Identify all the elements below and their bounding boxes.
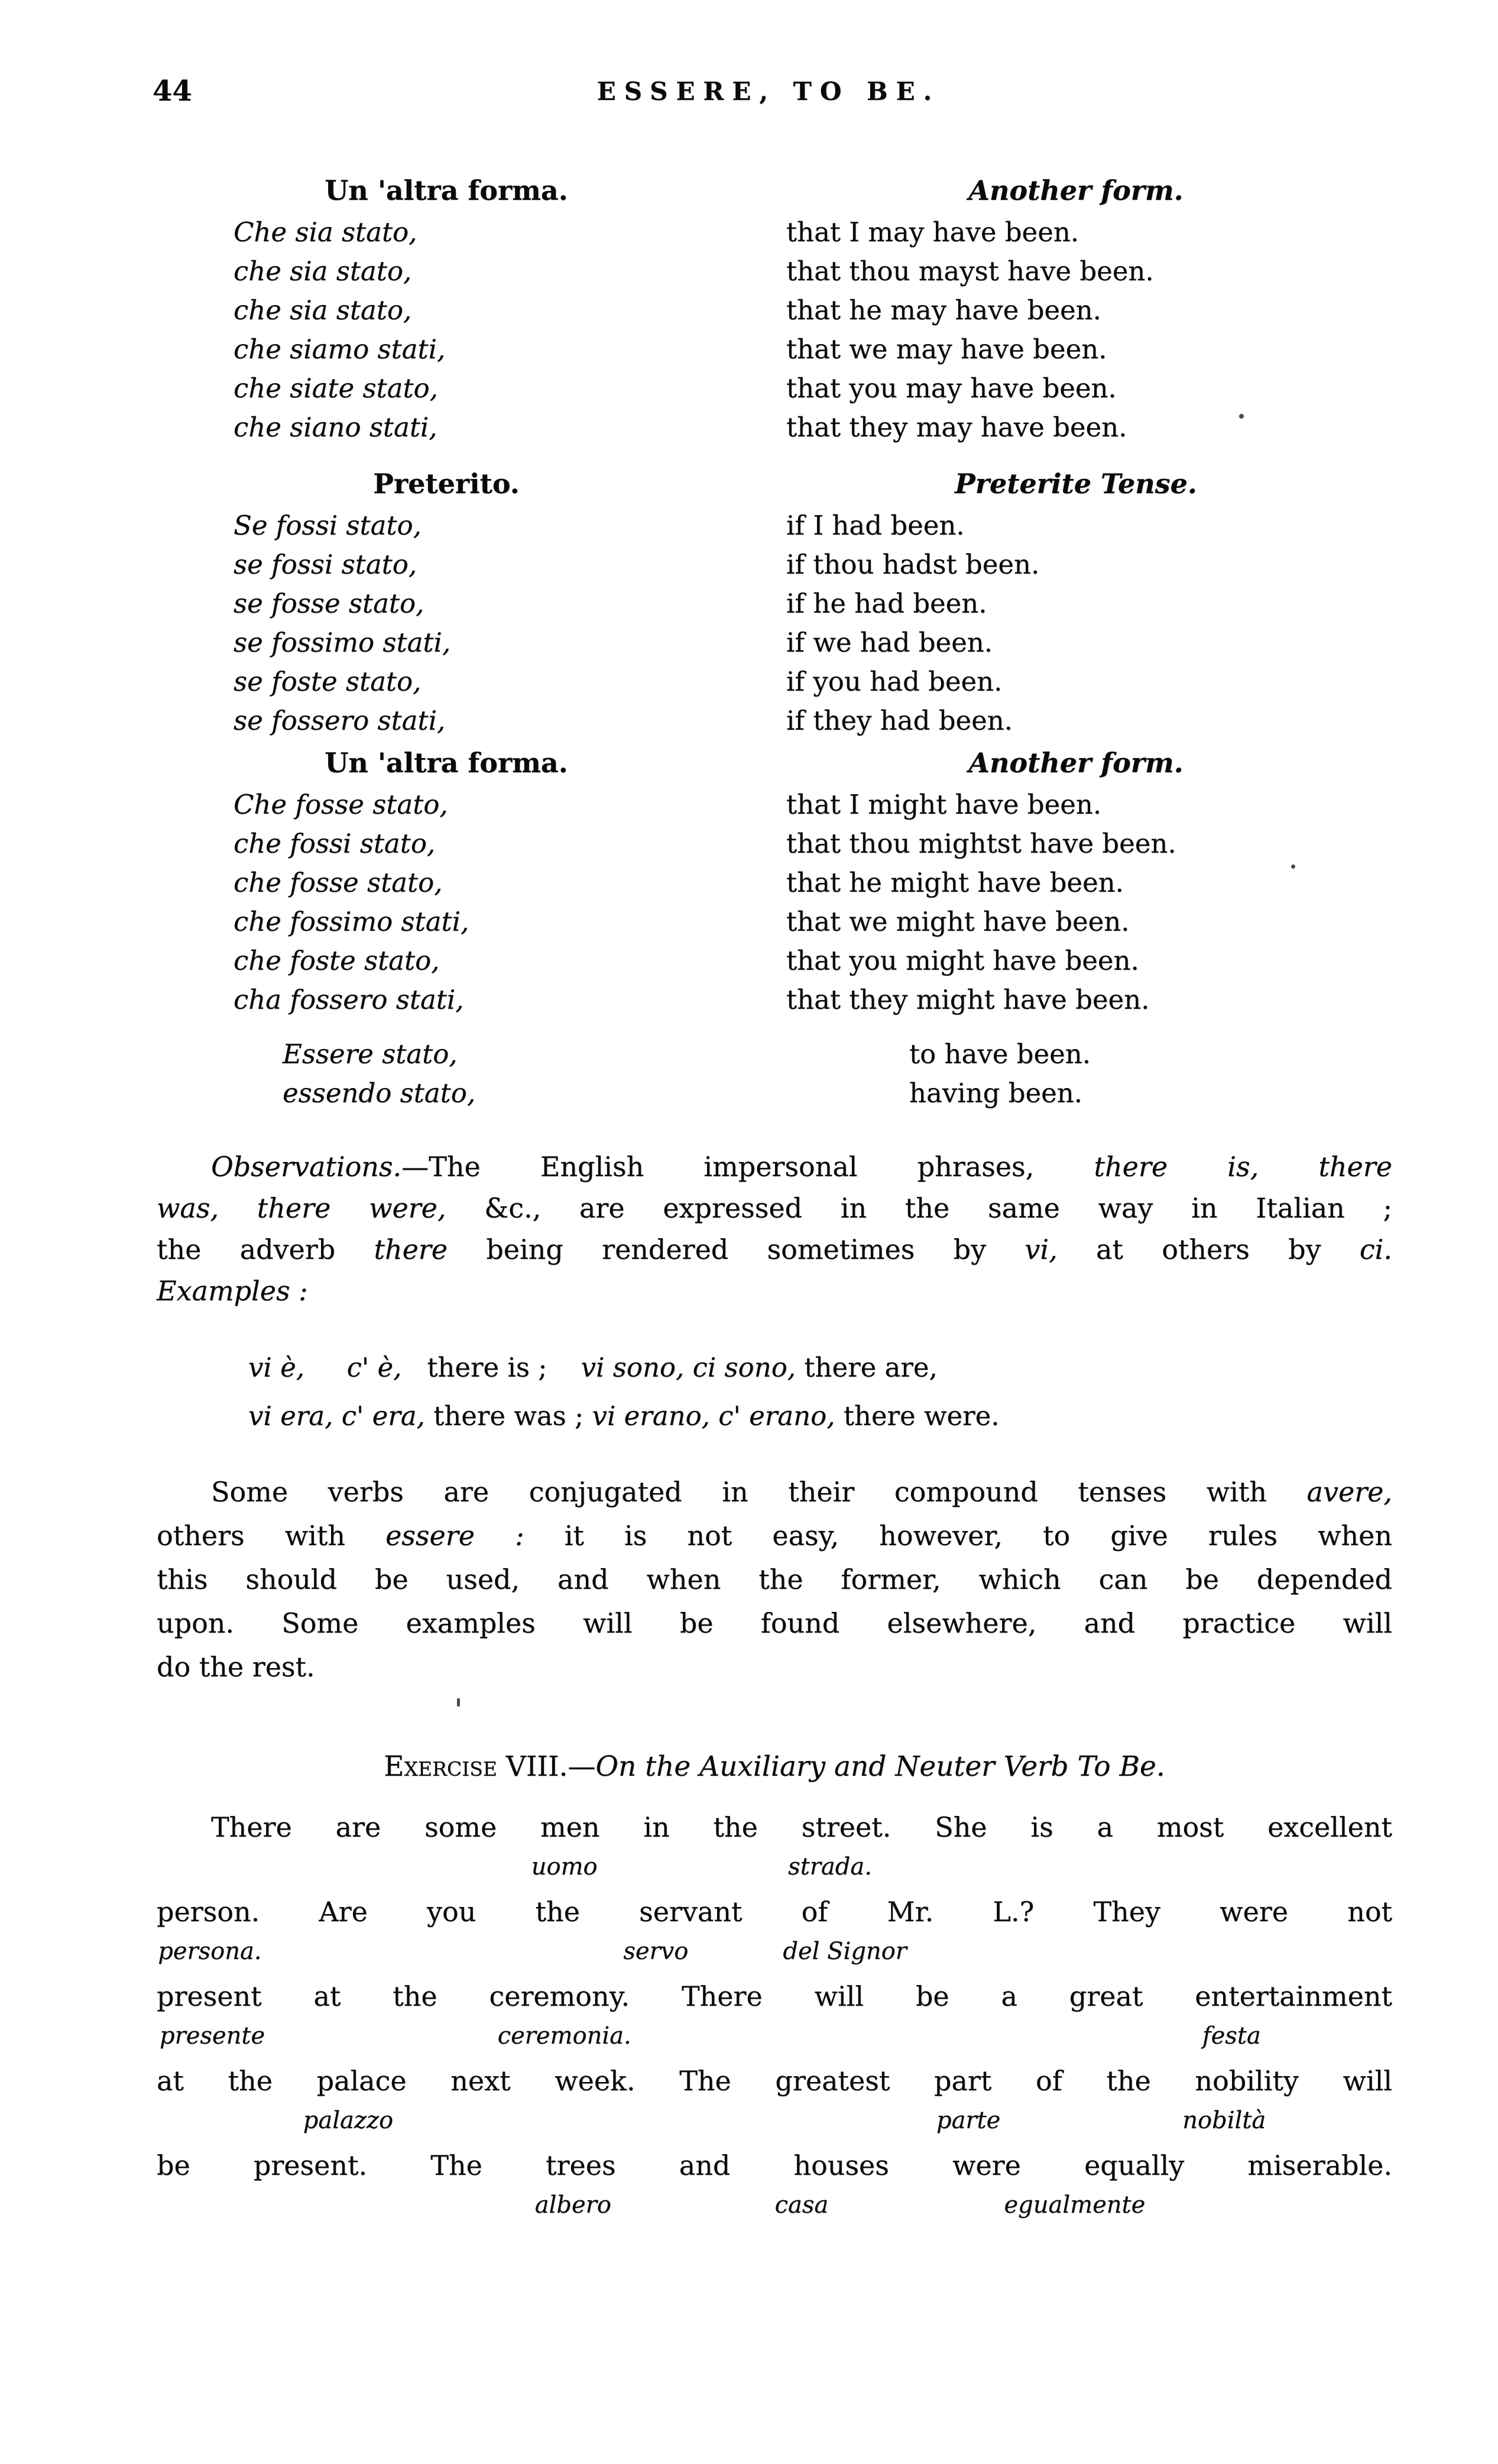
text-segment: &c., are expressed in the same way in Italian ; bbox=[446, 1192, 1392, 1224]
italian-form: cha fossero stati, bbox=[234, 984, 464, 1015]
paragraph-line bbox=[157, 1270, 1392, 1312]
paragraph-line bbox=[157, 1470, 1392, 1514]
text-segment: Examples : bbox=[157, 1275, 308, 1307]
english-translation: if he had been. bbox=[786, 588, 987, 619]
italian-form: che sia stato, bbox=[234, 255, 412, 287]
conjugation-row bbox=[157, 545, 1392, 584]
paragraph-line bbox=[157, 1514, 1392, 1558]
text-segment: others with bbox=[157, 1520, 386, 1552]
exercise-english-line: person. Are you the servant of Mr. L.? They were not bbox=[157, 1896, 1392, 1928]
gloss-word: ceremonia. bbox=[497, 2022, 631, 2049]
english-translation: that he might have been. bbox=[786, 867, 1124, 898]
interlinear-gloss-line bbox=[157, 1853, 1392, 1887]
paragraph-line bbox=[157, 1558, 1392, 1601]
italian-form: se fossero stati, bbox=[234, 705, 446, 736]
text-segment: there is, there bbox=[1094, 1151, 1392, 1183]
conjugation-row bbox=[157, 1035, 1392, 1074]
paragraph-line bbox=[157, 1601, 1392, 1645]
text-segment: avere, bbox=[1306, 1476, 1392, 1508]
text-segment: was, there were, bbox=[157, 1192, 446, 1224]
conjugation-section-2 bbox=[157, 467, 1392, 740]
paragraph-line bbox=[157, 1146, 1392, 1187]
english-translation: that we might have been. bbox=[786, 906, 1130, 937]
text-segment: there is ; bbox=[401, 1352, 581, 1383]
text-segment: it is not easy, however, to give rules when bbox=[524, 1520, 1392, 1552]
italian-form: Essere stato, bbox=[283, 1038, 458, 1070]
exercise-line-pair bbox=[157, 2057, 1392, 2142]
english-translation: having been. bbox=[909, 1077, 1083, 1109]
paragraph-line bbox=[157, 1645, 1392, 1689]
gloss-word: persona. bbox=[158, 1938, 262, 1965]
section-headers bbox=[157, 467, 1392, 500]
conjugation-row bbox=[157, 902, 1392, 941]
italian-form: Se fossi stato, bbox=[234, 510, 421, 541]
gloss-word: palazzo bbox=[303, 2107, 394, 2134]
english-translation: that he may have been. bbox=[786, 294, 1101, 326]
section-headers bbox=[157, 174, 1392, 207]
text-segment bbox=[304, 1352, 347, 1383]
text-segment: vi sono, ci sono, bbox=[581, 1352, 796, 1383]
exercise-line-pair bbox=[157, 2142, 1392, 2226]
text-segment: Some verbs are conjugated in their compound tenses with bbox=[211, 1476, 1307, 1508]
english-translation: that they might have been. bbox=[786, 984, 1150, 1015]
text-segment: ci. bbox=[1359, 1233, 1392, 1265]
text-segment: do the rest. bbox=[157, 1651, 315, 1683]
italian-form: se fossi stato, bbox=[234, 549, 417, 580]
conjugation-row bbox=[157, 584, 1392, 623]
text-segment: the adverb bbox=[157, 1233, 374, 1265]
gloss-word: presente bbox=[159, 2022, 265, 2049]
conjugation-row bbox=[157, 213, 1392, 252]
italian-form: che foste stato, bbox=[234, 945, 440, 976]
conjugation-row bbox=[157, 980, 1392, 1019]
english-translation: if thou hadst been. bbox=[786, 549, 1040, 580]
english-column-header: Preterite Tense. bbox=[955, 468, 1197, 500]
english-translation: that I may have been. bbox=[786, 216, 1079, 248]
text-segment: essere : bbox=[385, 1520, 524, 1552]
italian-form: che fossi stato, bbox=[234, 828, 436, 859]
gloss-word: casa bbox=[774, 2191, 829, 2219]
example-line bbox=[248, 1343, 1392, 1392]
english-translation: if you had been. bbox=[786, 666, 1003, 697]
italian-form: che siate stato, bbox=[234, 373, 438, 404]
english-column-header: Another form. bbox=[968, 747, 1184, 779]
conjugation-row bbox=[157, 506, 1392, 545]
italian-form: che siamo stati, bbox=[234, 334, 446, 365]
text-segment: vi è, bbox=[248, 1352, 305, 1383]
italian-form: Che sia stato, bbox=[234, 216, 417, 248]
italian-form: Che fosse stato, bbox=[234, 789, 448, 820]
exercise-english-line: There are some men in the street. She is a most excellent bbox=[211, 1811, 1392, 1843]
scan-speck bbox=[457, 1698, 460, 1707]
exercise-english-line: at the palace next week. The greatest part of the nobility will bbox=[157, 2065, 1392, 2097]
italian-form: se fosse stato, bbox=[234, 588, 424, 619]
interlinear-gloss-line bbox=[157, 2191, 1392, 2226]
paragraph-line bbox=[157, 1187, 1392, 1229]
english-translation: that you may have been. bbox=[786, 373, 1117, 404]
text-segment: On the Auxiliary and Neuter Verb To Be. bbox=[595, 1750, 1165, 1783]
english-translation: if they had been. bbox=[786, 705, 1013, 736]
text-segment: being rendered sometimes by bbox=[448, 1233, 1025, 1265]
observations-paragraph bbox=[157, 1146, 1392, 1312]
text-segment: there were. bbox=[835, 1400, 1000, 1432]
scan-speck bbox=[1291, 864, 1295, 869]
example-line bbox=[248, 1392, 1392, 1440]
conjugation-row bbox=[157, 369, 1392, 408]
english-translation: if we had been. bbox=[786, 627, 993, 658]
conjugation-section-1 bbox=[157, 174, 1392, 447]
italian-form: che fosse stato, bbox=[234, 867, 443, 898]
italian-form: che fossimo stati, bbox=[234, 906, 469, 937]
conjugation-row bbox=[157, 623, 1392, 662]
english-column-header: Another form. bbox=[968, 174, 1184, 206]
text-segment: vi, bbox=[1024, 1233, 1058, 1265]
conjugation-row bbox=[157, 824, 1392, 863]
paragraph-line bbox=[157, 1229, 1392, 1270]
exercise-block bbox=[157, 1804, 1392, 2226]
interlinear-gloss-line bbox=[157, 2022, 1392, 2057]
exercise-heading bbox=[157, 1748, 1392, 1786]
exercise-line-pair bbox=[157, 1804, 1392, 1888]
section-headers bbox=[157, 746, 1392, 779]
conjugation-row bbox=[157, 785, 1392, 824]
gloss-word: servo bbox=[623, 1938, 689, 1965]
italian-column-header: Un 'altra forma. bbox=[325, 747, 568, 779]
conjugation-row bbox=[157, 330, 1392, 369]
conjugation-section-4 bbox=[157, 1035, 1392, 1113]
conjugation-row bbox=[157, 701, 1392, 740]
italian-form: che siano stati, bbox=[234, 412, 437, 443]
italian-form: che sia stato, bbox=[234, 294, 412, 326]
conjugation-row bbox=[157, 408, 1392, 447]
interlinear-gloss-line bbox=[157, 1938, 1392, 1972]
gloss-word: festa bbox=[1202, 2022, 1261, 2049]
text-segment: upon. Some examples will be found elsewhere, and practice will bbox=[157, 1607, 1392, 1639]
page-number: 44 bbox=[153, 75, 192, 108]
italian-form: se fossimo stati, bbox=[234, 627, 451, 658]
note-paragraph bbox=[157, 1470, 1392, 1689]
conjugation-row bbox=[157, 252, 1392, 291]
english-translation: that thou mightst have been. bbox=[786, 828, 1176, 859]
gloss-word: nobiltà bbox=[1182, 2107, 1266, 2134]
text-segment: vi era, c' era, bbox=[248, 1400, 425, 1432]
gloss-word: strada. bbox=[788, 1853, 872, 1880]
gloss-word: del Signor bbox=[783, 1938, 907, 1965]
gloss-word: uomo bbox=[531, 1853, 598, 1880]
english-translation: that they may have been. bbox=[786, 412, 1127, 443]
english-translation: that you might have been. bbox=[786, 945, 1139, 976]
italian-column-header: Preterito. bbox=[373, 468, 520, 500]
examples-block bbox=[157, 1343, 1392, 1440]
english-translation: that thou mayst have been. bbox=[786, 255, 1154, 287]
text-segment: there was ; bbox=[424, 1400, 592, 1432]
text-segment: there are, bbox=[796, 1352, 938, 1383]
text-segment: —The English impersonal phrases, bbox=[401, 1151, 1094, 1183]
text-segment: VIII.— bbox=[497, 1750, 596, 1783]
text-segment: there bbox=[374, 1233, 448, 1265]
italian-form: se foste stato, bbox=[234, 666, 421, 697]
english-translation: that I might have been. bbox=[786, 789, 1102, 820]
conjugation-row bbox=[157, 662, 1392, 701]
text-segment: Exercise bbox=[384, 1750, 497, 1783]
exercise-english-line: be present. The trees and houses were equally miserable. bbox=[157, 2149, 1392, 2181]
conjugation-row bbox=[157, 1074, 1392, 1113]
gloss-word: parte bbox=[936, 2107, 1001, 2134]
text-segment: this should be used, and when the former, which can be depended bbox=[157, 1563, 1392, 1595]
italian-column-header: Un 'altra forma. bbox=[325, 174, 568, 206]
italian-form: essendo stato, bbox=[283, 1077, 476, 1109]
gloss-word: albero bbox=[534, 2191, 611, 2219]
text-segment: Observations. bbox=[211, 1151, 402, 1183]
english-translation: to have been. bbox=[909, 1038, 1091, 1070]
conjugation-section-3 bbox=[157, 746, 1392, 1019]
conjugation-row bbox=[157, 863, 1392, 902]
running-title: ESSERE, TO BE. bbox=[596, 77, 941, 106]
exercise-line-pair bbox=[157, 1888, 1392, 1973]
scan-speck bbox=[1239, 414, 1244, 419]
text-segment: at others by bbox=[1057, 1233, 1360, 1265]
conjugation-row bbox=[157, 291, 1392, 330]
english-translation: that we may have been. bbox=[786, 334, 1107, 365]
gloss-word: egualmente bbox=[1004, 2191, 1146, 2219]
text-segment: vi erano, c' erano, bbox=[592, 1400, 835, 1432]
conjugation-row bbox=[157, 941, 1392, 980]
exercise-line-pair bbox=[157, 1973, 1392, 2057]
english-translation: if I had been. bbox=[786, 510, 965, 541]
interlinear-gloss-line bbox=[157, 2107, 1392, 2141]
exercise-english-line: present at the ceremony. There will be a great entertainment bbox=[157, 1980, 1392, 2012]
text-segment: c' è, bbox=[346, 1352, 402, 1383]
